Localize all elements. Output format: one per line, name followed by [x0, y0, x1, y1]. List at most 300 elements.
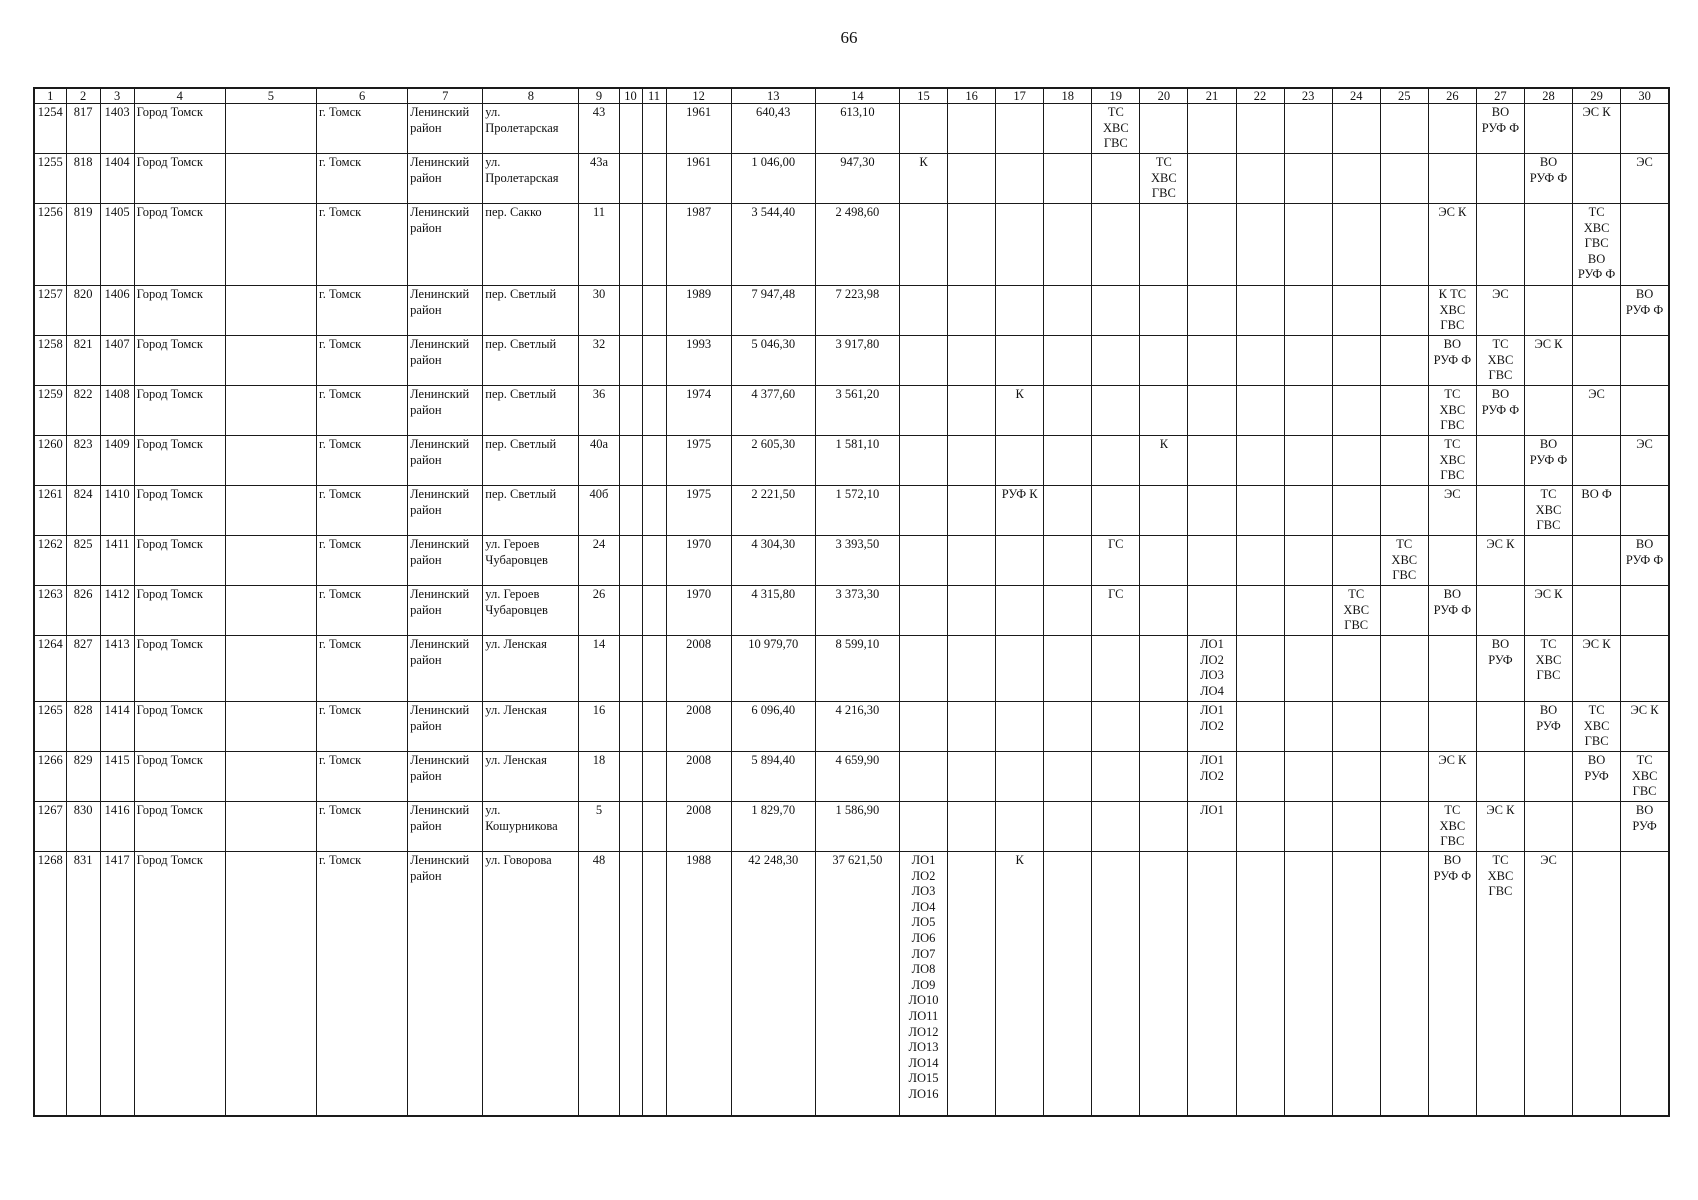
table-cell: [1044, 536, 1092, 586]
table-cell: 822: [66, 386, 100, 436]
table-cell: [1044, 636, 1092, 702]
table-cell: ЭС: [1428, 486, 1476, 536]
table-cell: г. Томск: [316, 852, 407, 1116]
table-cell: 1268: [34, 852, 66, 1116]
table-cell: [1380, 286, 1428, 336]
table-cell: [1573, 852, 1621, 1116]
table-cell: [1621, 336, 1669, 386]
table-cell: ул. Говорова: [483, 852, 579, 1116]
table-cell: [948, 852, 996, 1116]
column-number-header: 14: [815, 88, 899, 104]
table-cell: ЛО1 ЛО2 ЛО3 ЛО4 ЛО5 ЛО6 ЛО7 ЛО8 ЛО9 ЛО10 ЛО11 ЛО12 ЛО13 ЛО14 ЛО15 ЛО16: [899, 852, 947, 1116]
table-cell: ЛО1 ЛО2 ЛО3 ЛО4: [1188, 636, 1236, 702]
table-cell: 1265: [34, 702, 66, 752]
table-cell: [225, 204, 316, 286]
table-cell: ЭС К: [1524, 336, 1572, 386]
table-cell: [899, 752, 947, 802]
table-cell: Город Томск: [134, 286, 225, 336]
table-cell: 1266: [34, 752, 66, 802]
column-number-header: 5: [225, 88, 316, 104]
table-cell: [619, 752, 642, 802]
table-cell: [1573, 154, 1621, 204]
table-cell: [1573, 286, 1621, 336]
table-cell: 821: [66, 336, 100, 386]
table-cell: 14: [579, 636, 619, 702]
table-cell: [1524, 104, 1572, 154]
table-cell: 42 248,30: [731, 852, 815, 1116]
table-cell: 1970: [666, 536, 731, 586]
table-cell: [1044, 286, 1092, 336]
table-cell: [1428, 154, 1476, 204]
table-cell: 2 605,30: [731, 436, 815, 486]
table-cell: [1380, 154, 1428, 204]
table-cell: 1258: [34, 336, 66, 386]
column-number-header: 27: [1476, 88, 1524, 104]
table-cell: 1406: [100, 286, 134, 336]
table-cell: 36: [579, 386, 619, 436]
table-cell: [1284, 536, 1332, 586]
table-cell: [1044, 752, 1092, 802]
table-cell: 1413: [100, 636, 134, 702]
table-cell: [1380, 336, 1428, 386]
table-cell: 1264: [34, 636, 66, 702]
table-cell: [996, 536, 1044, 586]
column-number-header-row: [34, 88, 1669, 104]
table-cell: 823: [66, 436, 100, 486]
table-cell: [1044, 386, 1092, 436]
table-cell: [642, 436, 666, 486]
table-cell: 30: [579, 286, 619, 336]
table-cell: 1256: [34, 204, 66, 286]
table-cell: [1140, 204, 1188, 286]
table-cell: [1284, 752, 1332, 802]
table-cell: ВО РУФ: [1573, 752, 1621, 802]
table-cell: [642, 286, 666, 336]
column-number-header: 20: [1140, 88, 1188, 104]
table-cell: [1236, 436, 1284, 486]
table-cell: [1092, 336, 1140, 386]
column-number-header: 6: [316, 88, 407, 104]
column-number-header: 1: [34, 88, 66, 104]
table-cell: [899, 586, 947, 636]
table-cell: 1 046,00: [731, 154, 815, 204]
table-cell: 1416: [100, 802, 134, 852]
table-cell: [948, 802, 996, 852]
table-cell: [1380, 104, 1428, 154]
table-cell: 1410: [100, 486, 134, 536]
table-cell: ЭС К: [1476, 802, 1524, 852]
table-cell: [225, 702, 316, 752]
column-number-header: 28: [1524, 88, 1572, 104]
table-cell: [1236, 336, 1284, 386]
table-cell: [1621, 636, 1669, 702]
table-cell: [1140, 486, 1188, 536]
table-cell: г. Томск: [316, 436, 407, 486]
table-cell: [1236, 104, 1284, 154]
table-cell: 1260: [34, 436, 66, 486]
table-cell: 32: [579, 336, 619, 386]
table-cell: [1092, 436, 1140, 486]
table-cell: пер. Сакко: [483, 204, 579, 286]
table-cell: 4 659,90: [815, 752, 899, 802]
table-cell: 828: [66, 702, 100, 752]
table-cell: [619, 702, 642, 752]
table-cell: [1188, 586, 1236, 636]
table-cell: 831: [66, 852, 100, 1116]
table-cell: ВО Ф: [1573, 486, 1621, 536]
table-cell: [899, 336, 947, 386]
table-cell: г. Томск: [316, 636, 407, 702]
table-cell: [948, 702, 996, 752]
table-cell: 3 917,80: [815, 336, 899, 386]
table-cell: Город Томск: [134, 586, 225, 636]
table-cell: 817: [66, 104, 100, 154]
table-cell: 1414: [100, 702, 134, 752]
table-cell: ЭС К: [1524, 586, 1572, 636]
table-cell: 4 216,30: [815, 702, 899, 752]
table-cell: ТС ХВС ГВС: [1380, 536, 1428, 586]
table-cell: [1332, 336, 1380, 386]
table-cell: ТС ХВС ГВС ВО РУФ Ф: [1573, 204, 1621, 286]
table-cell: 18: [579, 752, 619, 802]
table-cell: [642, 386, 666, 436]
table-cell: ВО РУФ: [1621, 802, 1669, 852]
table-cell: [1573, 586, 1621, 636]
table-cell: [899, 636, 947, 702]
table-cell: 1961: [666, 154, 731, 204]
table-cell: ул. Героев Чубаровцев: [483, 536, 579, 586]
table-cell: [642, 154, 666, 204]
housing-register-table: [33, 87, 1670, 1117]
table-cell: [1044, 586, 1092, 636]
table-cell: [642, 752, 666, 802]
table-cell: ТС ХВС ГВС: [1428, 802, 1476, 852]
table-cell: Ленинский район: [408, 636, 483, 702]
table-cell: пер. Светлый: [483, 486, 579, 536]
table-cell: [1284, 204, 1332, 286]
table-cell: [1332, 636, 1380, 702]
table-cell: 1975: [666, 436, 731, 486]
column-number-header: 18: [1044, 88, 1092, 104]
table-cell: ТС ХВС ГВС: [1476, 336, 1524, 386]
table-cell: 1261: [34, 486, 66, 536]
table-cell: [619, 386, 642, 436]
table-cell: ВО РУФ Ф: [1428, 586, 1476, 636]
table-cell: [899, 536, 947, 586]
table-cell: [225, 436, 316, 486]
table-cell: 16: [579, 702, 619, 752]
table-cell: [1332, 852, 1380, 1116]
table-cell: 48: [579, 852, 619, 1116]
table-cell: [1236, 636, 1284, 702]
table-cell: Город Томск: [134, 154, 225, 204]
column-number-header: 10: [619, 88, 642, 104]
table-cell: 824: [66, 486, 100, 536]
table-cell: [225, 286, 316, 336]
table-cell: [1428, 636, 1476, 702]
table-cell: [996, 436, 1044, 486]
table-cell: [899, 436, 947, 486]
table-cell: 1412: [100, 586, 134, 636]
table-cell: 2008: [666, 802, 731, 852]
table-cell: [1428, 702, 1476, 752]
table-cell: [1621, 586, 1669, 636]
table-cell: г. Томск: [316, 802, 407, 852]
table-cell: [948, 336, 996, 386]
table-cell: К ТС ХВС ГВС: [1428, 286, 1476, 336]
table-cell: [948, 636, 996, 702]
table-cell: [1524, 204, 1572, 286]
table-cell: [1284, 386, 1332, 436]
table-cell: Ленинский район: [408, 386, 483, 436]
table-cell: 40а: [579, 436, 619, 486]
table-cell: 1407: [100, 336, 134, 386]
table-cell: [996, 702, 1044, 752]
table-cell: [996, 336, 1044, 386]
table-cell: [619, 852, 642, 1116]
table-cell: ТС ХВС ГВС: [1621, 752, 1669, 802]
table-cell: [619, 104, 642, 154]
table-cell: ВО РУФ: [1524, 702, 1572, 752]
table-cell: ул. Ленская: [483, 752, 579, 802]
table-cell: ул. Ленская: [483, 636, 579, 702]
table-cell: [225, 486, 316, 536]
table-cell: 2008: [666, 752, 731, 802]
table-cell: [1236, 802, 1284, 852]
table-cell: ул. Пролетарская: [483, 154, 579, 204]
page-number: 66: [840, 28, 858, 47]
column-number-header: 11: [642, 88, 666, 104]
table-cell: 26: [579, 586, 619, 636]
column-number-header: 3: [100, 88, 134, 104]
table-cell: [1380, 802, 1428, 852]
table-cell: 3 544,40: [731, 204, 815, 286]
table-cell: [619, 204, 642, 286]
table-cell: г. Томск: [316, 586, 407, 636]
table-cell: [1044, 802, 1092, 852]
table-cell: [225, 386, 316, 436]
table-cell: [1236, 752, 1284, 802]
table-row: [34, 104, 1669, 154]
table-cell: [1332, 702, 1380, 752]
table-cell: [642, 104, 666, 154]
table-cell: г. Томск: [316, 154, 407, 204]
table-cell: 2 221,50: [731, 486, 815, 536]
table-cell: [642, 536, 666, 586]
table-cell: [1332, 104, 1380, 154]
table-cell: [1044, 486, 1092, 536]
table-cell: [1092, 286, 1140, 336]
table-cell: [1044, 336, 1092, 386]
table-cell: [1044, 204, 1092, 286]
table-cell: [1476, 702, 1524, 752]
table-cell: [1188, 536, 1236, 586]
column-number-header: 2: [66, 88, 100, 104]
table-cell: г. Томск: [316, 204, 407, 286]
table-cell: [996, 752, 1044, 802]
table-cell: ул. Кошурникова: [483, 802, 579, 852]
table-cell: [1380, 486, 1428, 536]
table-cell: [1332, 154, 1380, 204]
table-cell: 40б: [579, 486, 619, 536]
table-cell: Ленинский район: [408, 336, 483, 386]
table-cell: 4 304,30: [731, 536, 815, 586]
table-cell: [619, 802, 642, 852]
table-cell: 1993: [666, 336, 731, 386]
table-cell: 6 096,40: [731, 702, 815, 752]
table-row: [34, 286, 1669, 336]
table-cell: [225, 586, 316, 636]
table-cell: 1417: [100, 852, 134, 1116]
table-cell: [225, 752, 316, 802]
table-row: [34, 702, 1669, 752]
table-cell: ВО РУФ Ф: [1428, 336, 1476, 386]
table-cell: пер. Светлый: [483, 386, 579, 436]
table-cell: ТС ХВС ГВС: [1524, 636, 1572, 702]
table-cell: 1262: [34, 536, 66, 586]
table-cell: [1380, 636, 1428, 702]
table-cell: пер. Светлый: [483, 336, 579, 386]
table-cell: [1236, 586, 1284, 636]
table-cell: [948, 154, 996, 204]
table-cell: [1140, 536, 1188, 586]
table-cell: ЭС: [1476, 286, 1524, 336]
table-cell: [225, 802, 316, 852]
table-cell: 1405: [100, 204, 134, 286]
table-cell: 1961: [666, 104, 731, 154]
table-cell: 1988: [666, 852, 731, 1116]
table-cell: [1284, 336, 1332, 386]
table-cell: 640,43: [731, 104, 815, 154]
table-cell: [948, 436, 996, 486]
table-cell: 7 947,48: [731, 286, 815, 336]
table-row: [34, 204, 1669, 286]
table-cell: [948, 586, 996, 636]
table-cell: ВО РУФ Ф: [1476, 104, 1524, 154]
table-cell: ЭС: [1621, 154, 1669, 204]
table-cell: Ленинский район: [408, 702, 483, 752]
table-cell: [1621, 852, 1669, 1116]
table-cell: [1476, 486, 1524, 536]
table-cell: ТС ХВС ГВС: [1573, 702, 1621, 752]
table-cell: [1332, 752, 1380, 802]
table-cell: 1259: [34, 386, 66, 436]
column-number-header: 23: [1284, 88, 1332, 104]
table-cell: 3 393,50: [815, 536, 899, 586]
table-cell: 3 373,30: [815, 586, 899, 636]
table-cell: 1409: [100, 436, 134, 486]
table-cell: [642, 702, 666, 752]
table-row: [34, 486, 1669, 536]
table-cell: 1257: [34, 286, 66, 336]
column-number-header: 8: [483, 88, 579, 104]
table-row: [34, 752, 1669, 802]
table-cell: г. Томск: [316, 286, 407, 336]
table-cell: [899, 486, 947, 536]
table-cell: [1332, 436, 1380, 486]
table-cell: ВО РУФ Ф: [1476, 386, 1524, 436]
table-cell: [996, 636, 1044, 702]
table-cell: [1573, 336, 1621, 386]
table-cell: [948, 386, 996, 436]
table-cell: [225, 636, 316, 702]
table-cell: [1573, 536, 1621, 586]
column-number-header: 19: [1092, 88, 1140, 104]
table-cell: [1092, 852, 1140, 1116]
table-cell: [1332, 286, 1380, 336]
table-cell: ТС ХВС ГВС: [1476, 852, 1524, 1116]
column-number-header: 17: [996, 88, 1044, 104]
table-cell: [1621, 486, 1669, 536]
column-number-header: 15: [899, 88, 947, 104]
table-cell: Ленинский район: [408, 486, 483, 536]
table-cell: [642, 852, 666, 1116]
table-cell: [642, 336, 666, 386]
table-cell: [1188, 104, 1236, 154]
table-row: [34, 852, 1669, 1116]
table-cell: [1332, 204, 1380, 286]
table-cell: [642, 204, 666, 286]
table-cell: 43: [579, 104, 619, 154]
table-cell: ЛО1 ЛО2: [1188, 752, 1236, 802]
table-cell: [619, 154, 642, 204]
table-cell: ЭС К: [1573, 104, 1621, 154]
table-cell: Город Томск: [134, 802, 225, 852]
table-cell: [619, 436, 642, 486]
table-cell: [1092, 802, 1140, 852]
table-cell: [1476, 586, 1524, 636]
table-cell: [996, 286, 1044, 336]
table-cell: [1236, 204, 1284, 286]
table-cell: [1428, 536, 1476, 586]
table-cell: [1476, 436, 1524, 486]
table-cell: 826: [66, 586, 100, 636]
table-cell: [1140, 286, 1188, 336]
table-row: [34, 636, 1669, 702]
table-cell: [1332, 802, 1380, 852]
table-cell: пер. Светлый: [483, 286, 579, 336]
table-cell: 1411: [100, 536, 134, 586]
table-cell: [1524, 536, 1572, 586]
table-cell: [1092, 204, 1140, 286]
table-cell: [1140, 752, 1188, 802]
table-cell: ВО РУФ Ф: [1621, 536, 1669, 586]
table-cell: 4 315,80: [731, 586, 815, 636]
table-cell: [996, 802, 1044, 852]
table-cell: [1092, 486, 1140, 536]
table-cell: 1 572,10: [815, 486, 899, 536]
table-cell: [1140, 802, 1188, 852]
table-cell: Ленинский район: [408, 802, 483, 852]
table-cell: 1254: [34, 104, 66, 154]
table-cell: К: [996, 386, 1044, 436]
table-cell: [1524, 386, 1572, 436]
table-cell: [948, 536, 996, 586]
column-number-header: 24: [1332, 88, 1380, 104]
table-cell: ТС ХВС ГВС: [1428, 436, 1476, 486]
table-cell: [1188, 486, 1236, 536]
table-cell: [1092, 154, 1140, 204]
table-cell: [1284, 586, 1332, 636]
table-cell: [899, 802, 947, 852]
table-cell: 827: [66, 636, 100, 702]
table-row: [34, 386, 1669, 436]
table-cell: Город Томск: [134, 636, 225, 702]
table-cell: [1044, 104, 1092, 154]
table-cell: 1 829,70: [731, 802, 815, 852]
table-cell: Город Томск: [134, 104, 225, 154]
table-cell: Город Томск: [134, 702, 225, 752]
